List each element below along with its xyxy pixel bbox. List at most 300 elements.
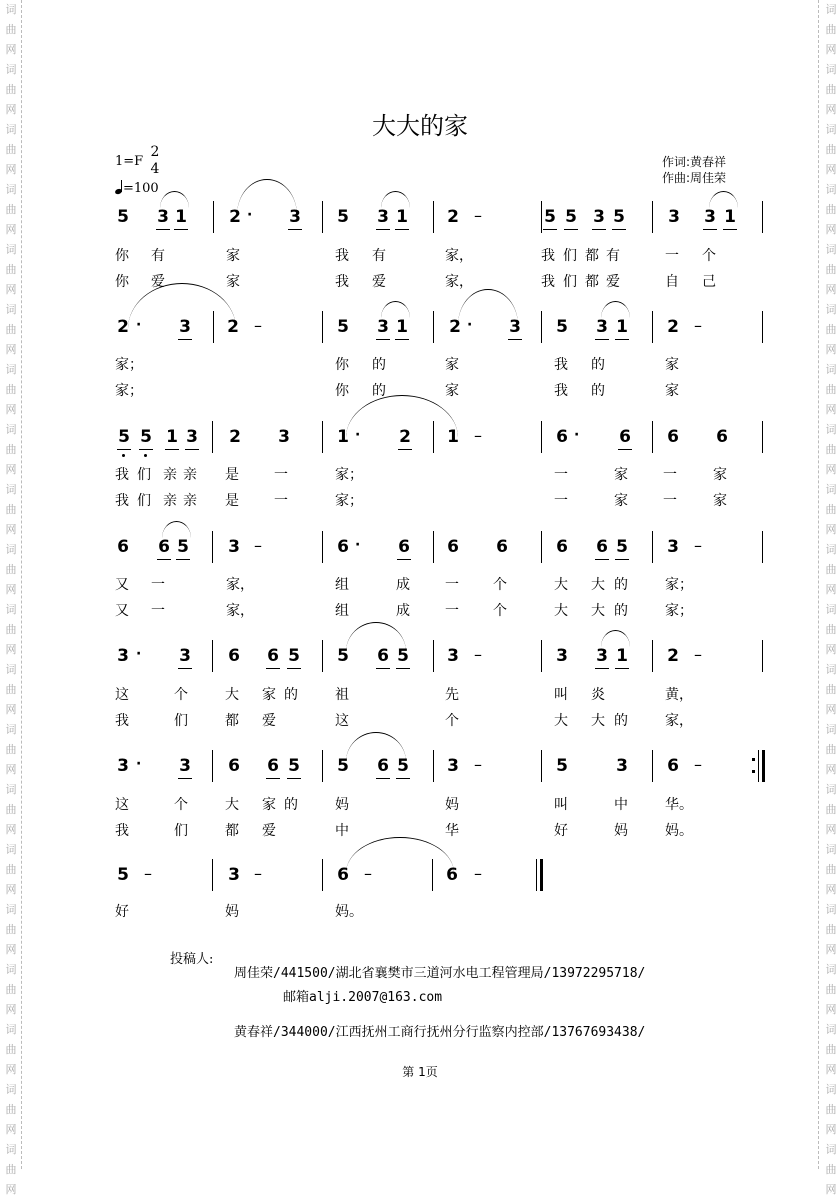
note: 3: [375, 207, 391, 227]
watermark-char: 词: [825, 483, 837, 496]
lyric: 的: [614, 603, 628, 619]
watermark-char: 词: [825, 1083, 837, 1096]
note: 5: [614, 537, 630, 557]
barline: [762, 421, 763, 453]
lyric: 己: [702, 274, 716, 290]
lyric: 个: [445, 713, 459, 729]
barline: [213, 201, 214, 233]
note: 3: [117, 756, 129, 776]
watermark-char: 网: [825, 703, 837, 716]
lyric: 一: [274, 467, 288, 483]
note: 5: [395, 756, 411, 776]
note: 5: [556, 317, 568, 337]
note: 3: [616, 756, 628, 776]
barline: [322, 531, 323, 563]
lyric: 一: [665, 248, 679, 264]
lyric: 我: [541, 274, 555, 290]
watermark-char: 词: [5, 423, 17, 436]
lyric: 家；: [335, 493, 363, 509]
lyric: 亲: [163, 467, 177, 483]
sustain-dash: –: [474, 864, 482, 883]
watermark-char: 词: [825, 663, 837, 676]
watermark-char: 曲: [5, 683, 17, 696]
lyric: 家: [614, 467, 628, 483]
sustain-dash: –: [144, 864, 152, 883]
lyric: 爱: [262, 823, 276, 839]
lyric: 我: [115, 493, 129, 509]
lyric: 的: [372, 383, 386, 399]
lyric: 妈: [445, 797, 459, 813]
augmentation-dot: ·: [355, 427, 361, 443]
note: 3: [177, 317, 193, 337]
lyric: 我: [115, 713, 129, 729]
lyric: 你: [335, 357, 349, 373]
lyric: 我: [335, 274, 349, 290]
note: 5: [337, 317, 349, 337]
lyric: 的: [614, 577, 628, 593]
slur: [381, 301, 410, 318]
watermark-char: 曲: [5, 323, 17, 336]
lyric: 家: [665, 357, 679, 373]
lyric: 的: [284, 687, 298, 703]
lyric: 个: [174, 687, 188, 703]
lyric: 们: [174, 823, 188, 839]
note: 6: [667, 427, 679, 447]
lyric: 大: [225, 687, 239, 703]
watermark-char: 词: [825, 1143, 837, 1156]
song-title: 大大的家: [372, 112, 468, 140]
lyric: 你: [115, 248, 129, 264]
lyric: 家；: [335, 467, 363, 483]
note: 3: [591, 207, 607, 227]
lyric: 一: [151, 577, 165, 593]
lyric: 的: [614, 713, 628, 729]
note: 6: [228, 646, 240, 666]
lyric: 妈: [225, 904, 239, 920]
lyric: 家，: [226, 577, 254, 593]
lyric: 都: [585, 274, 599, 290]
lyricist-credit: 作词:黄春祥: [662, 155, 727, 169]
watermark-char: 网: [5, 1003, 17, 1016]
watermark-char: 曲: [5, 203, 17, 216]
submission-email: 邮箱alji.2007@163.com: [283, 990, 443, 1005]
note: 1: [337, 427, 349, 447]
slur: [601, 630, 630, 647]
watermark-char: 曲: [5, 263, 17, 276]
lyric: 妈: [335, 797, 349, 813]
watermark-char: 网: [825, 823, 837, 836]
lyric: 大: [554, 603, 568, 619]
watermark-char: 词: [825, 543, 837, 556]
lyric: 我: [554, 357, 568, 373]
watermark-char: 网: [825, 103, 837, 116]
lyric: 炎: [591, 687, 605, 703]
watermark-char: 曲: [5, 443, 17, 456]
note: 6: [556, 427, 568, 447]
lyric: 好: [554, 823, 568, 839]
watermark-char: 网: [825, 163, 837, 176]
note: 3: [287, 207, 303, 227]
watermark-char: 曲: [5, 983, 17, 996]
lyric: 大: [554, 713, 568, 729]
lyric: 家: [262, 797, 276, 813]
lyric: 又: [115, 577, 129, 593]
note: 6: [446, 865, 458, 885]
slur: [709, 191, 738, 208]
note: 6: [594, 537, 610, 557]
note: 2: [229, 207, 241, 227]
barline: [758, 750, 759, 782]
watermark-char: 网: [825, 583, 837, 596]
watermark-char: 网: [825, 643, 837, 656]
watermark-char: 网: [5, 763, 17, 776]
repeat-dot: [752, 758, 755, 761]
watermark-char: 曲: [5, 1043, 17, 1056]
barline: [652, 421, 653, 453]
low-octave-dot: [122, 454, 125, 457]
lyric: 亲: [163, 493, 177, 509]
barline: [433, 201, 434, 233]
barline: [652, 311, 653, 343]
lyric: 大: [591, 713, 605, 729]
note: 1: [164, 427, 180, 447]
sustain-dash: –: [254, 316, 262, 335]
watermark-char: 网: [5, 1063, 17, 1076]
note: 5: [611, 207, 627, 227]
lyric: 又: [115, 603, 129, 619]
note: 2: [447, 207, 459, 227]
note: 3: [177, 756, 193, 776]
watermark-char: 词: [825, 843, 837, 856]
note: 5: [337, 207, 349, 227]
watermark-char: 曲: [5, 143, 17, 156]
watermark-char: 曲: [5, 863, 17, 876]
barline: [652, 201, 653, 233]
watermark-char: 词: [5, 723, 17, 736]
barline: [212, 640, 213, 672]
note: 2: [227, 317, 239, 337]
note: 2: [449, 317, 461, 337]
watermark-char: 词: [825, 903, 837, 916]
lyric: 好: [115, 904, 129, 920]
watermark-char: 词: [5, 63, 17, 76]
note: 5: [337, 646, 349, 666]
barline: [433, 531, 434, 563]
watermark-char: 曲: [825, 323, 837, 336]
lyric: 中: [614, 797, 628, 813]
slur: [160, 191, 189, 208]
lyric: 我: [115, 467, 129, 483]
note: 3: [155, 207, 171, 227]
note: 5: [556, 756, 568, 776]
lyric: 大: [591, 603, 605, 619]
sustain-dash: –: [474, 426, 482, 445]
lyric: 妈。: [335, 904, 363, 920]
watermark-char: 网: [825, 1063, 837, 1076]
lyric: 家: [713, 493, 727, 509]
lyric: 有: [372, 248, 386, 264]
lyric: 华: [445, 823, 459, 839]
watermark-char: 网: [5, 223, 17, 236]
lyric: 一: [445, 577, 459, 593]
note: 6: [265, 756, 281, 776]
watermark-char: 曲: [825, 1043, 837, 1056]
watermark-char: 词: [825, 423, 837, 436]
lyric: 家；: [115, 357, 143, 373]
watermark-char: 曲: [5, 23, 17, 36]
lyric: 爱: [372, 274, 386, 290]
barline: [536, 859, 537, 891]
lyric: 我: [115, 823, 129, 839]
barline: [433, 750, 434, 782]
note: 3: [594, 646, 610, 666]
barline: [652, 531, 653, 563]
watermark-char: 词: [5, 363, 17, 376]
note: 3: [375, 317, 391, 337]
lyric: 我: [554, 383, 568, 399]
composer-credit: 作曲:周佳荣: [662, 171, 727, 185]
submission-line-2: 黄春祥/344000/江西抚州工商行抚州分行监察内控部/13767693438/: [234, 1025, 646, 1040]
lyric: 亲: [183, 467, 197, 483]
lyric: 个: [493, 603, 507, 619]
lyric: 的: [591, 357, 605, 373]
barline: [541, 311, 542, 343]
final-bar: [540, 859, 543, 891]
note: 5: [116, 427, 132, 447]
watermark-char: 网: [5, 1183, 17, 1196]
note: 6: [337, 537, 349, 557]
lyric: 妈。: [665, 823, 693, 839]
barline: [212, 531, 213, 563]
watermark-char: 曲: [5, 1163, 17, 1176]
lyric: 们: [137, 467, 151, 483]
barline: [322, 421, 323, 453]
note: 2: [667, 646, 679, 666]
watermark-char: 词: [5, 1023, 17, 1036]
lyric: 家: [226, 248, 240, 264]
watermark-char: 网: [5, 943, 17, 956]
watermark-char: 曲: [825, 83, 837, 96]
watermark-char: 网: [5, 523, 17, 536]
note: 6: [447, 537, 459, 557]
watermark-char: 词: [5, 843, 17, 856]
note: 6: [617, 427, 633, 447]
barline: [762, 201, 763, 233]
lyric: 我: [541, 248, 555, 264]
slur: [346, 622, 406, 652]
tempo-marking: [115, 180, 159, 196]
sustain-dash: –: [694, 316, 702, 335]
watermark-char: 网: [825, 283, 837, 296]
lyric: 我: [335, 248, 349, 264]
watermark-char: 曲: [5, 1103, 17, 1116]
note: 6: [556, 537, 568, 557]
slur: [601, 301, 630, 318]
note: 6: [496, 537, 508, 557]
sustain-dash: –: [694, 755, 702, 774]
watermark-char: 曲: [825, 1163, 837, 1176]
watermark-char: 曲: [5, 803, 17, 816]
time-signature-bottom: 4: [150, 161, 160, 177]
watermark-char: 网: [5, 163, 17, 176]
lyric: 们: [174, 713, 188, 729]
watermark-char: 网: [825, 883, 837, 896]
watermark-char: 网: [5, 823, 17, 836]
lyric: 家；: [665, 603, 693, 619]
note: 1: [173, 207, 189, 227]
lyric: 一: [663, 467, 677, 483]
time-signature: [148, 144, 162, 178]
watermark-char: 词: [5, 3, 17, 16]
page-number: 第 1页: [402, 1065, 438, 1079]
watermark-char: 词: [825, 1023, 837, 1036]
watermark-char: 网: [825, 943, 837, 956]
watermark-char: 曲: [825, 263, 837, 276]
barline: [322, 750, 323, 782]
watermark-char: 网: [5, 403, 17, 416]
lyric: 一: [554, 493, 568, 509]
watermark-char: 词: [5, 1083, 17, 1096]
slur: [128, 283, 236, 329]
barline: [433, 640, 434, 672]
barline: [762, 531, 763, 563]
barline: [212, 421, 213, 453]
lyric: 先: [445, 687, 459, 703]
note: 3: [228, 865, 240, 885]
watermark-char: 曲: [5, 503, 17, 516]
lyric: 个: [493, 577, 507, 593]
lyric: 家，: [226, 603, 254, 619]
watermark-char: 曲: [825, 623, 837, 636]
lyric: 亲: [183, 493, 197, 509]
watermark-char: 词: [5, 603, 17, 616]
watermark-char: 词: [825, 183, 837, 196]
lyric: 的: [372, 357, 386, 373]
note: 6: [337, 865, 349, 885]
note: 6: [396, 537, 412, 557]
barline: [322, 859, 323, 891]
note: 3: [228, 537, 240, 557]
lyric: 都: [585, 248, 599, 264]
watermark-char: 曲: [825, 143, 837, 156]
note: 6: [156, 537, 172, 557]
lyric: 组: [335, 577, 349, 593]
slur: [381, 191, 410, 208]
watermark-char: 词: [825, 783, 837, 796]
lyric: 们: [563, 274, 577, 290]
barline: [541, 531, 542, 563]
watermark-char: 词: [825, 963, 837, 976]
lyric: 祖: [335, 687, 349, 703]
watermark-char: 曲: [5, 383, 17, 396]
note: 1: [614, 646, 630, 666]
lyric: 家，: [445, 248, 473, 264]
lyric: 家: [445, 383, 459, 399]
note: 3: [594, 317, 610, 337]
lyric: 有: [606, 248, 620, 264]
note: 5: [117, 865, 129, 885]
note: 2: [397, 427, 413, 447]
note: 2: [117, 317, 129, 337]
note: 6: [667, 756, 679, 776]
barline: [322, 640, 323, 672]
watermark-char: 曲: [5, 743, 17, 756]
watermark-char: 网: [825, 43, 837, 56]
sustain-dash: –: [474, 645, 482, 664]
watermark-char: 曲: [825, 563, 837, 576]
watermark-char: 曲: [825, 803, 837, 816]
watermark-char: 网: [5, 583, 17, 596]
lyric: 爱: [606, 274, 620, 290]
note: 5: [563, 207, 579, 227]
watermark-char: 词: [5, 243, 17, 256]
submission-line-1: 周佳荣/441500/湖北省襄樊市三道河水电工程管理局/13972295718/: [234, 966, 646, 981]
note: 6: [716, 427, 728, 447]
lyric: 妈: [614, 823, 628, 839]
sustain-dash: –: [254, 536, 262, 555]
watermark-char: 词: [5, 183, 17, 196]
lyric: 组: [335, 603, 349, 619]
end-repeat-bar: [762, 750, 765, 782]
watermark-char: 曲: [825, 383, 837, 396]
right-margin-line: [818, 0, 819, 1169]
watermark-char: 曲: [5, 83, 17, 96]
lyric: 家: [262, 687, 276, 703]
note: 3: [278, 427, 290, 447]
note: 5: [542, 207, 558, 227]
watermark-char: 曲: [5, 623, 17, 636]
slur: [237, 179, 297, 215]
watermark-char: 曲: [5, 563, 17, 576]
lyric: 这: [115, 687, 129, 703]
watermark-char: 曲: [5, 923, 17, 936]
augmentation-dot: ·: [355, 537, 361, 553]
watermark-char: 网: [825, 403, 837, 416]
watermark-char: 网: [825, 1003, 837, 1016]
augmentation-dot: ·: [136, 317, 142, 333]
watermark-char: 词: [825, 603, 837, 616]
watermark-char: 词: [5, 303, 17, 316]
watermark-char: 词: [825, 723, 837, 736]
watermark-char: 网: [5, 463, 17, 476]
watermark-char: 网: [5, 703, 17, 716]
lyric: 大: [591, 577, 605, 593]
key-signature: 1=F: [115, 154, 144, 169]
watermark-char: 网: [825, 223, 837, 236]
watermark-char: 网: [5, 103, 17, 116]
sustain-dash: –: [694, 536, 702, 555]
repeat-dot: [752, 770, 755, 773]
augmentation-dot: ·: [467, 317, 473, 333]
watermark-char: 网: [825, 463, 837, 476]
watermark-char: 网: [5, 643, 17, 656]
note: 6: [375, 646, 391, 666]
watermark-char: 网: [5, 283, 17, 296]
watermark-char: 网: [5, 43, 17, 56]
lyric: 成: [396, 577, 410, 593]
note: 1: [394, 207, 410, 227]
watermark-char: 网: [825, 343, 837, 356]
watermark-char: 网: [5, 883, 17, 896]
lyric: 家，: [445, 274, 473, 290]
low-octave-dot: [144, 454, 147, 457]
submission-label: 投稿人:: [170, 952, 214, 967]
lyric: 你: [335, 383, 349, 399]
lyric: 这: [115, 797, 129, 813]
lyric: 家: [665, 383, 679, 399]
watermark-char: 网: [5, 343, 17, 356]
lyric: 是: [225, 467, 239, 483]
